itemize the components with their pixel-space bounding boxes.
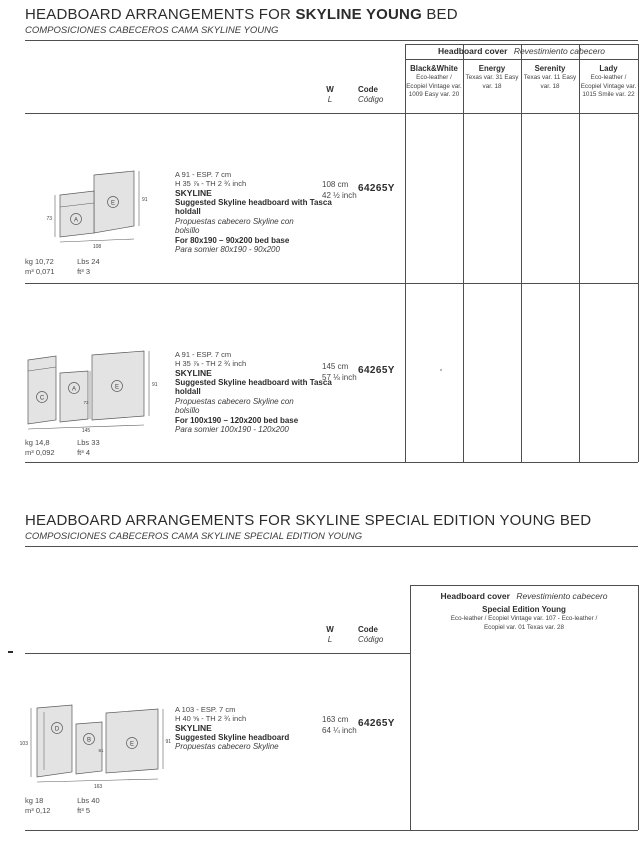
row1-width-inch: 42 ½ inch <box>322 190 357 200</box>
panel-a <box>60 371 88 422</box>
panel-label-e: E <box>114 384 120 391</box>
panel-label-a: A <box>71 386 77 393</box>
dim-line-bottom <box>60 239 134 242</box>
panel-d <box>37 705 72 777</box>
width-column-header <box>320 85 340 105</box>
cover-col-blackwhite: Black&White <box>410 64 458 73</box>
headboard-diagram-3 <box>15 696 170 788</box>
row2-width-inch: 57 ⅛ inch <box>322 372 357 382</box>
row3-ft3: ft³ 5 <box>77 805 91 815</box>
edge-mark <box>8 651 13 653</box>
row3-spec-cm: A 103 - ESP. 7 cm <box>175 705 236 714</box>
row2-spec <box>175 350 246 369</box>
grid-line <box>638 585 639 830</box>
dim-left: 73 <box>46 216 52 222</box>
cover-header-2-en: Headboard cover <box>440 591 510 601</box>
row2-ft3: ft³ 4 <box>77 447 91 457</box>
row1-product-name: SKYLINE <box>175 188 212 198</box>
row3-code: 64265Y <box>358 718 395 729</box>
row2-desc-es: Propuestas cabecero Skyline con bolsillo <box>175 396 294 416</box>
cover-col-serenity: Serenity <box>534 64 566 73</box>
row1-spec-inch: H 35 ⅞ - TH 2 ¾ inch <box>175 179 247 189</box>
panel-label-c: C <box>39 395 45 402</box>
cover-col-blackwhite-desc: Eco-leather / Ecopiel Vintage var. 1009 Easy var. 20 <box>406 74 462 98</box>
dim-left: 103 <box>19 741 28 747</box>
cover-header <box>405 46 638 56</box>
rule <box>25 546 638 547</box>
row1-desc-es: Propuestas cabecero Skyline con bolsillo <box>175 216 294 236</box>
row-divider <box>25 283 638 284</box>
row2-kg: kg 14,8 <box>25 438 50 447</box>
row3-width <box>322 715 357 737</box>
dim-mid: 73 <box>83 400 89 405</box>
cover-col-energy-desc: Texas var. 31 Easy var. 18 <box>465 74 519 90</box>
dim-bottom: 163 <box>93 784 103 790</box>
row2-desc-en: Suggested Skyline headboard with Tasca holdall <box>175 378 332 397</box>
section1-subtitle: COMPOSICIONES CABECEROS CAMA SKYLINE YOUNG <box>25 25 279 36</box>
section1-title <box>25 6 458 23</box>
row2-base-es: Para somier 100x190 - 120x200 <box>175 425 289 435</box>
row3-desc-en: Suggested Skyline headboard <box>175 733 290 743</box>
row2-width-cm: 145 cm <box>322 362 349 371</box>
row1-width-cm: 108 cm <box>322 180 349 189</box>
row1-kg: kg 10,72 <box>25 257 54 266</box>
cover-col-special-edition-desc: Eco-leather / Ecopiel Vintage var. 107 - Eco-leather / Ecopiel var. 01 Texas var. 28 <box>450 615 598 631</box>
row1-m3: m³ 0,071 <box>25 266 55 276</box>
width-header-2-es: L <box>327 635 333 644</box>
row2-spec-cm: A 91 - ESP. 7 cm <box>175 350 232 359</box>
panel-c <box>28 356 56 424</box>
grid-line <box>405 44 406 462</box>
cover-box-top-2 <box>410 585 638 586</box>
dim-right: 91 <box>165 739 172 745</box>
dim-bottom: 145 <box>81 428 91 434</box>
row1-code: 64265Y <box>358 183 395 194</box>
width-header-2-en: W <box>326 625 334 634</box>
table-bottom-rule <box>25 462 638 463</box>
width-column-header-2 <box>320 625 340 645</box>
row1-weight <box>25 257 100 277</box>
cover-col-special-edition: Special Edition Young <box>482 605 566 614</box>
row2-m3: m³ 0,092 <box>25 447 55 457</box>
row1-width <box>322 180 357 202</box>
code-column-header-2 <box>358 625 394 645</box>
width-header-es: L <box>327 95 333 104</box>
section1-title-prefix: HEADBOARD ARRANGEMENTS FOR <box>25 6 296 23</box>
grid-line <box>579 44 580 462</box>
row3-width-inch: 64 ¼ inch <box>322 725 357 735</box>
row1-lbs: Lbs 24 <box>77 257 100 266</box>
cover-col-energy: Energy <box>478 64 506 73</box>
row3-weight <box>25 796 100 816</box>
row1-spec-cm: A 91 - ESP. 7 cm <box>175 170 232 179</box>
cover-header-2 <box>410 591 638 601</box>
row2-product-name: SKYLINE <box>175 368 212 378</box>
row2-width <box>322 362 357 384</box>
cover-col-serenity-desc: Texas var. 11 Easy var. 18 <box>523 74 577 90</box>
row2-lbs: Lbs 33 <box>77 438 100 447</box>
grid-line <box>410 585 411 830</box>
row1-base-es: Para somier 80x190 - 90x200 <box>175 245 280 255</box>
code-column-header <box>358 85 394 105</box>
code-header-es: Código <box>358 95 384 104</box>
row3-m3: m³ 0,12 <box>25 805 51 815</box>
row3-lbs: Lbs 40 <box>77 796 100 805</box>
grid-line <box>463 44 464 462</box>
dim-bottom: 108 <box>92 244 102 250</box>
row1-desc-en: Suggested Skyline headboard with Tasca holdall <box>175 198 332 217</box>
cover-col-lady-desc: Eco-leather / Ecopiel Vintage var. 1015 Smile var. 22 <box>580 74 637 98</box>
code-header-en: Code <box>358 85 378 94</box>
section2-subtitle: COMPOSICIONES CABECEROS CAMA SKYLINE SPECIAL EDITION YOUNG <box>25 531 363 542</box>
code-header-2-es: Código <box>358 635 384 644</box>
row1-ft3: ft³ 3 <box>77 266 91 276</box>
cover-header-2-es: Revestimiento cabecero <box>516 591 608 601</box>
dim-right: 91 <box>152 382 158 388</box>
section1-title-bold: SKYLINE YOUNG <box>295 6 422 23</box>
dim-line-bottom <box>37 779 158 782</box>
width-header-en: W <box>326 85 334 94</box>
headboard-diagram-2 <box>18 340 163 432</box>
panel-label-b: B <box>86 737 92 744</box>
code-header-2-en: Code <box>358 625 378 634</box>
row3-product-name: SKYLINE <box>175 723 212 733</box>
cover-header-en: Headboard cover <box>437 46 508 56</box>
row2-weight <box>25 438 100 458</box>
row2-code: 64265Y <box>358 365 395 376</box>
grid-line <box>521 44 522 462</box>
row3-desc-es: Propuestas cabecero Skyline <box>175 742 279 752</box>
row3-spec <box>175 705 246 724</box>
row3-width-cm: 163 cm <box>322 715 349 724</box>
row2-spec-inch: H 35 ⅞ - TH 2 ¾ inch <box>175 359 247 369</box>
panel-label-d: D <box>54 726 60 733</box>
section1-title-suffix: BED <box>421 6 458 23</box>
panel-label-e: E <box>110 200 116 207</box>
row3-spec-inch: H 40 ⅝ - TH 2 ¾ inch <box>175 714 247 724</box>
cover-col-lady: Lady <box>599 64 618 73</box>
table-header-underline <box>25 113 638 114</box>
row2-base-en: For 100x190 – 120x200 bed base <box>175 415 299 425</box>
dim-mid: 81 <box>98 748 104 753</box>
headboard-diagram-1 <box>22 166 157 250</box>
rule <box>25 40 638 41</box>
cover-header-es: Revestimiento cabecero <box>513 46 605 56</box>
panel-label-a: A <box>73 217 79 224</box>
row1-spec <box>175 170 246 189</box>
table-bottom-rule-2 <box>25 830 638 831</box>
panel-label-e: E <box>129 741 135 748</box>
grid-line <box>638 44 639 462</box>
dim-right: 91 <box>142 197 148 203</box>
row3-kg: kg 18 <box>25 796 44 805</box>
section2-title: HEADBOARD ARRANGEMENTS FOR SKYLINE SPECIAL EDITION YOUNG BED <box>25 512 592 529</box>
print-speck <box>440 369 442 371</box>
row1-base-en: For 80x190 – 90x200 bed base <box>175 235 290 245</box>
table-header-underline-2 <box>25 653 410 654</box>
